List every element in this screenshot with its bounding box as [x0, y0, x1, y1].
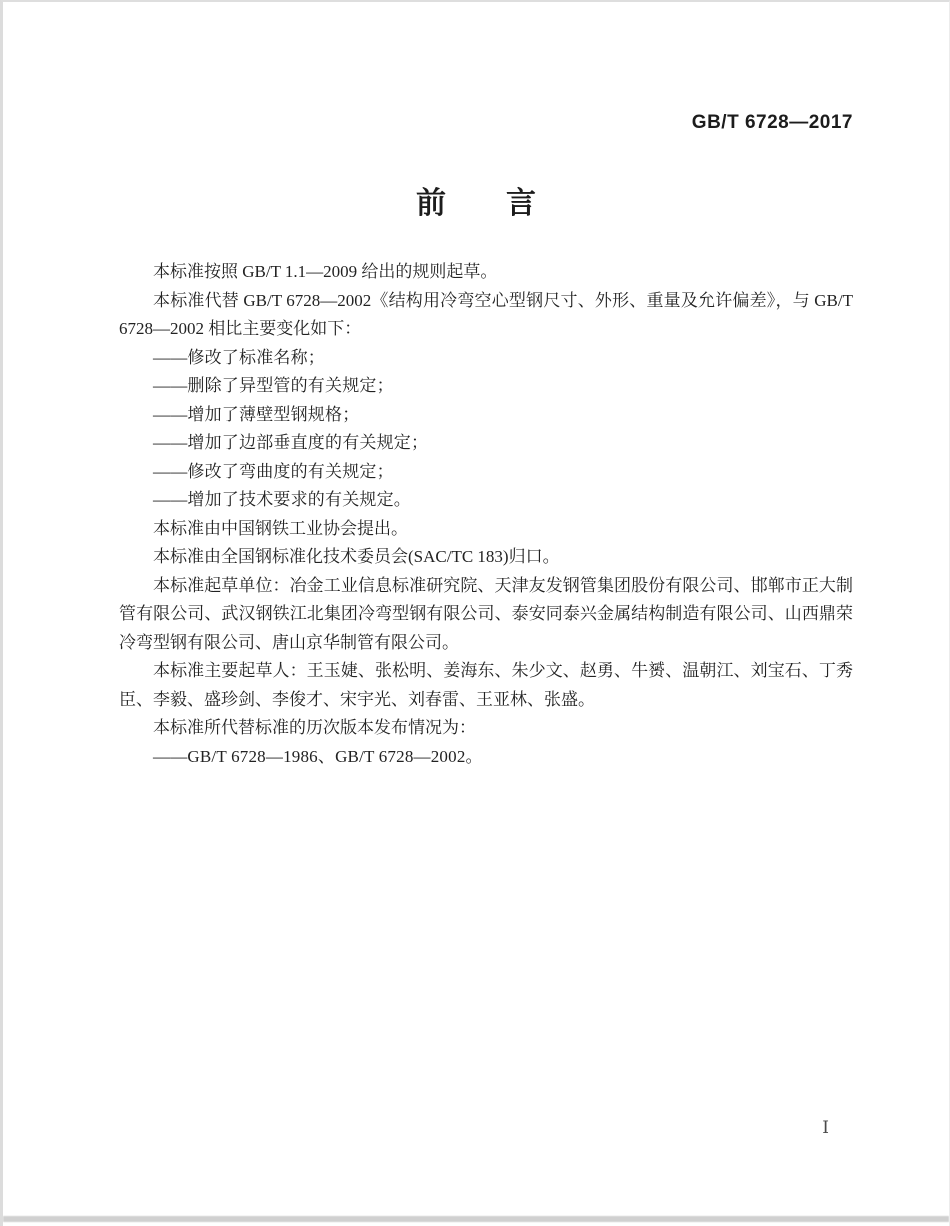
foreword-paragraph: 本标准由全国钢标准化技术委员会(SAC/TC 183)归口。 — [153, 547, 560, 566]
foreword-list-item: ——删除了异型管的有关规定； — [153, 376, 394, 395]
foreword-list-item: ——增加了技术要求的有关规定。 — [153, 490, 411, 509]
foreword-title: 前 言 — [416, 187, 536, 220]
foreword-paragraph: 本标准由中国钢铁工业协会提出。 — [153, 518, 408, 538]
foreword-paragraph: 本标准所代替标准的历次版本发布情况为： — [153, 718, 476, 737]
foreword-list-item: ——增加了边部垂直度的有关规定； — [153, 433, 429, 452]
page-edge-shadow — [3, 1216, 949, 1222]
standard-number: GB/T 6728—2017 — [691, 112, 853, 133]
foreword-list-item: ——修改了标准名称； — [153, 347, 325, 367]
foreword-list-item: ——GB/T 6728—1986、GB/T 6728—2002。 — [153, 746, 483, 766]
page-number: Ⅰ — [822, 1118, 829, 1137]
foreword-paragraph: 本标准起草单位：冶金工业信息标准研究院、天津友发钢管集团股份有限公司、邯郸市正大制管有限公司、武汉钢铁江北集团冷弯型钢有限公司、泰安同泰兴金属结构制造有限公司、山西鼎荣冷弯型钢有限公司、唐山京华制管有限公司。 — [119, 575, 853, 652]
foreword-paragraph: 本标准主要起草人：王玉婕、张松明、姜海东、朱少文、赵勇、牛赟、温朝江、刘宝石、丁秀臣、李毅、盛珍剑、李俊才、宋宇光、刘春雷、王亚林、张盛。 — [119, 661, 853, 709]
foreword-list-item: ——修改了弯曲度的有关规定； — [153, 461, 394, 481]
foreword-paragraph: 本标准代替 GB/T 6728—2002《结构用冷弯空心型钢尺寸、外形、重量及允许偏差》，与 GB/T 6728—2002 相比主要变化如下： — [119, 290, 853, 338]
foreword-list-item: ——增加了薄壁型钢规格； — [153, 404, 360, 424]
foreword-paragraph: 本标准按照 GB/T 1.1—2009 给出的规则起草。 — [153, 262, 498, 281]
foreword-body — [119, 258, 853, 771]
